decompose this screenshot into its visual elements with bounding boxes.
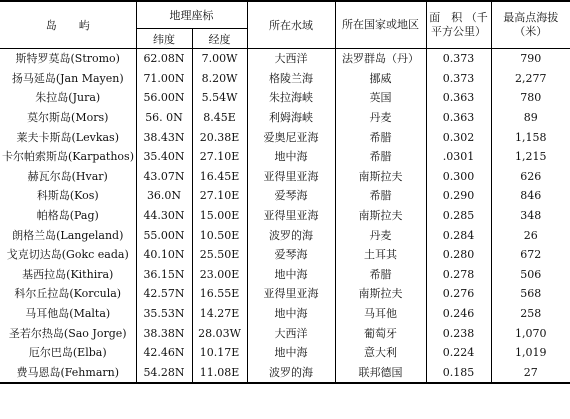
cell-latitude: 71.00N — [136, 69, 192, 89]
cell-longitude: 25.50E — [192, 245, 247, 265]
cell-elevation: 2,277 — [515, 71, 547, 85]
cell-longitude: 28.03W — [192, 323, 247, 343]
cell-area: 0.373 — [426, 49, 491, 69]
cell-country: 南斯拉夫 — [335, 206, 426, 226]
cell-area: 0.238 — [426, 323, 491, 343]
table-row — [0, 69, 570, 89]
cell-waters: 大西洋 — [247, 49, 335, 69]
cell-country: 南斯拉夫 — [335, 284, 426, 304]
cell-elevation: 1,019 — [515, 346, 547, 360]
cell-elevation: 626 — [520, 169, 542, 183]
cell-elevation: 568 — [520, 287, 542, 301]
cell-elevation: 780 — [520, 91, 542, 105]
cell-elevation: 1,158 — [515, 130, 547, 144]
cell-area: 0.276 — [426, 284, 491, 304]
cell-area: 0.278 — [426, 265, 491, 285]
cell-latitude: 38.43N — [136, 127, 192, 147]
cell-longitude: 7.00W — [192, 49, 247, 69]
cell-country: 丹麦 — [335, 108, 426, 128]
cell-island-name: 基西拉岛(Kithira) — [0, 265, 136, 285]
cell-waters: 爱琴海 — [247, 245, 335, 265]
cell-area: 0.363 — [426, 108, 491, 128]
cell-area: 0.224 — [426, 343, 491, 363]
table-row — [0, 108, 570, 128]
table-row — [0, 343, 570, 363]
cell-latitude: 44.30N — [136, 206, 192, 226]
cell-country: 希腊 — [335, 127, 426, 147]
cell-area: 0.363 — [426, 88, 491, 108]
cell-waters: 地中海 — [247, 304, 335, 324]
cell-latitude: 35.53N — [136, 304, 192, 324]
cell-country: 意大利 — [335, 343, 426, 363]
cell-island-name: 科斯岛(Kos) — [0, 186, 136, 206]
cell-elevation: 1,070 — [515, 326, 547, 340]
cell-island-name: 费马恩岛(Fehmarn) — [0, 363, 136, 384]
cell-latitude: 43.07N — [136, 167, 192, 187]
cell-longitude: 16.55E — [192, 284, 247, 304]
cell-longitude: 20.38E — [192, 127, 247, 147]
cell-area: 0.285 — [426, 206, 491, 226]
cell-longitude: 8.45E — [192, 108, 247, 128]
cell-island-name: 朱拉岛(Jura) — [0, 88, 136, 108]
table-row — [0, 147, 570, 167]
cell-latitude: 56.00N — [136, 88, 192, 108]
cell-waters: 格陵兰海 — [247, 69, 335, 89]
cell-island-name: 厄尔巴岛(Elba) — [0, 343, 136, 363]
cell-area: 0.280 — [426, 245, 491, 265]
table-row — [0, 323, 570, 343]
cell-latitude: 55.00N — [136, 225, 192, 245]
table-row — [0, 265, 570, 285]
cell-elevation: 1,215 — [515, 150, 547, 164]
header-elevation: 最高点海拔 （米） — [491, 1, 570, 49]
header-area: 面 积 （千平方公里） — [426, 1, 491, 49]
cell-waters: 波罗的海 — [247, 363, 335, 384]
cell-latitude: 36.15N — [136, 265, 192, 285]
cell-longitude: 10.17E — [192, 343, 247, 363]
cell-latitude: 56. 0N — [136, 108, 192, 128]
cell-latitude: 62.08N — [136, 49, 192, 69]
table-row — [0, 225, 570, 245]
cell-area: 0.300 — [426, 167, 491, 187]
cell-island-name: 圣若尔热岛(Sao Jorge) — [0, 323, 136, 343]
cell-island-name: 赫瓦尔岛(Hvar) — [0, 167, 136, 187]
cell-area: 0.290 — [426, 186, 491, 206]
cell-island-name: 帕格岛(Pag) — [0, 206, 136, 226]
cell-waters: 亚得里亚海 — [247, 206, 335, 226]
cell-waters: 朱拉海峡 — [247, 88, 335, 108]
cell-country: 葡萄牙 — [335, 323, 426, 343]
cell-waters: 爱奥尼亚海 — [247, 127, 335, 147]
cell-latitude: 42.57N — [136, 284, 192, 304]
cell-elevation: 506 — [520, 267, 542, 281]
cell-longitude: 15.00E — [192, 206, 247, 226]
cell-elevation: 27 — [491, 363, 570, 384]
cell-country: 希腊 — [335, 186, 426, 206]
table-body — [0, 49, 570, 384]
table-row — [0, 167, 570, 187]
header-lon: 经度 — [192, 29, 247, 49]
cell-longitude: 23.00E — [192, 265, 247, 285]
cell-area: 0.185 — [426, 363, 491, 384]
cell-country: 法罗群岛（丹） — [335, 49, 426, 69]
table-row — [0, 304, 570, 324]
cell-longitude: 16.45E — [192, 167, 247, 187]
cell-latitude: 40.10N — [136, 245, 192, 265]
cell-country: 马耳他 — [335, 304, 426, 324]
cell-elevation: 26 — [523, 228, 538, 242]
cell-island-name: 斯特罗莫岛(Stromo) — [0, 49, 136, 69]
cell-longitude: 5.54W — [192, 88, 247, 108]
cell-longitude: 14.27E — [192, 304, 247, 324]
cell-waters: 爱琴海 — [247, 186, 335, 206]
cell-longitude: 10.50E — [192, 225, 247, 245]
cell-elevation: 846 — [520, 189, 542, 203]
cell-island-name: 莱夫卡斯岛(Levkas) — [0, 127, 136, 147]
cell-island-name: 马耳他岛(Malta) — [0, 304, 136, 324]
table-row — [0, 206, 570, 226]
cell-country: 联邦德国 — [335, 363, 426, 384]
table-row — [0, 245, 570, 265]
table-header — [0, 1, 570, 49]
cell-country: 丹麦 — [335, 225, 426, 245]
cell-area: 0.246 — [426, 304, 491, 324]
cell-area: 0.373 — [426, 69, 491, 89]
cell-longitude: 27.10E — [192, 186, 247, 206]
cell-island-name: 卡尔帕索斯岛(Karpathos) — [0, 147, 136, 167]
cell-waters: 亚得里亚海 — [247, 284, 335, 304]
cell-longitude: 27.10E — [192, 147, 247, 167]
cell-island-name: 扬马延岛(Jan Mayen) — [0, 69, 136, 89]
cell-elevation: 672 — [520, 248, 542, 262]
table-row — [0, 186, 570, 206]
cell-area: 0.302 — [426, 127, 491, 147]
cell-country: 希腊 — [335, 147, 426, 167]
header-waters: 所在水域 — [247, 1, 335, 49]
cell-country: 英国 — [335, 88, 426, 108]
cell-elevation: 89 — [523, 111, 538, 125]
cell-waters: 地中海 — [247, 147, 335, 167]
table-row — [0, 49, 570, 69]
cell-area: 0.284 — [426, 225, 491, 245]
cell-country: 挪威 — [335, 69, 426, 89]
table-row — [0, 127, 570, 147]
cell-latitude: 54.28N — [136, 363, 192, 384]
cell-island-name: 朗格兰岛(Langeland) — [0, 225, 136, 245]
cell-island-name: 科尔丘拉岛(Korcula) — [0, 284, 136, 304]
cell-latitude: 35.40N — [136, 147, 192, 167]
header-country: 所在国家或地区 — [335, 1, 426, 49]
header-lat: 纬度 — [136, 29, 192, 49]
cell-island-name: 莫尔斯岛(Mors) — [0, 108, 136, 128]
cell-latitude: 38.38N — [136, 323, 192, 343]
cell-country: 土耳其 — [335, 245, 426, 265]
table-row — [0, 363, 570, 384]
table-row — [0, 88, 570, 108]
cell-elevation: 348 — [520, 209, 542, 223]
cell-longitude: 11.08E — [192, 363, 247, 384]
header-island: 岛 屿 — [0, 1, 136, 49]
cell-waters: 地中海 — [247, 343, 335, 363]
cell-waters: 利姆海峡 — [247, 108, 335, 128]
cell-longitude: 8.20W — [192, 69, 247, 89]
cell-waters: 大西洋 — [247, 323, 335, 343]
cell-area: .0301 — [426, 147, 491, 167]
table-row — [0, 284, 570, 304]
cell-latitude: 36.0N — [136, 186, 192, 206]
cell-waters: 地中海 — [247, 265, 335, 285]
cell-elevation: 258 — [520, 307, 542, 321]
cell-island-name: 戈克切达岛(Gokc eada) — [0, 245, 136, 265]
cell-waters: 波罗的海 — [247, 225, 335, 245]
cell-country: 南斯拉夫 — [335, 167, 426, 187]
cell-latitude: 42.46N — [136, 343, 192, 363]
header-coords: 地理座标 — [136, 1, 247, 29]
cell-elevation: 790 — [520, 52, 542, 66]
cell-waters: 亚得里亚海 — [247, 167, 335, 187]
cell-country: 希腊 — [335, 265, 426, 285]
